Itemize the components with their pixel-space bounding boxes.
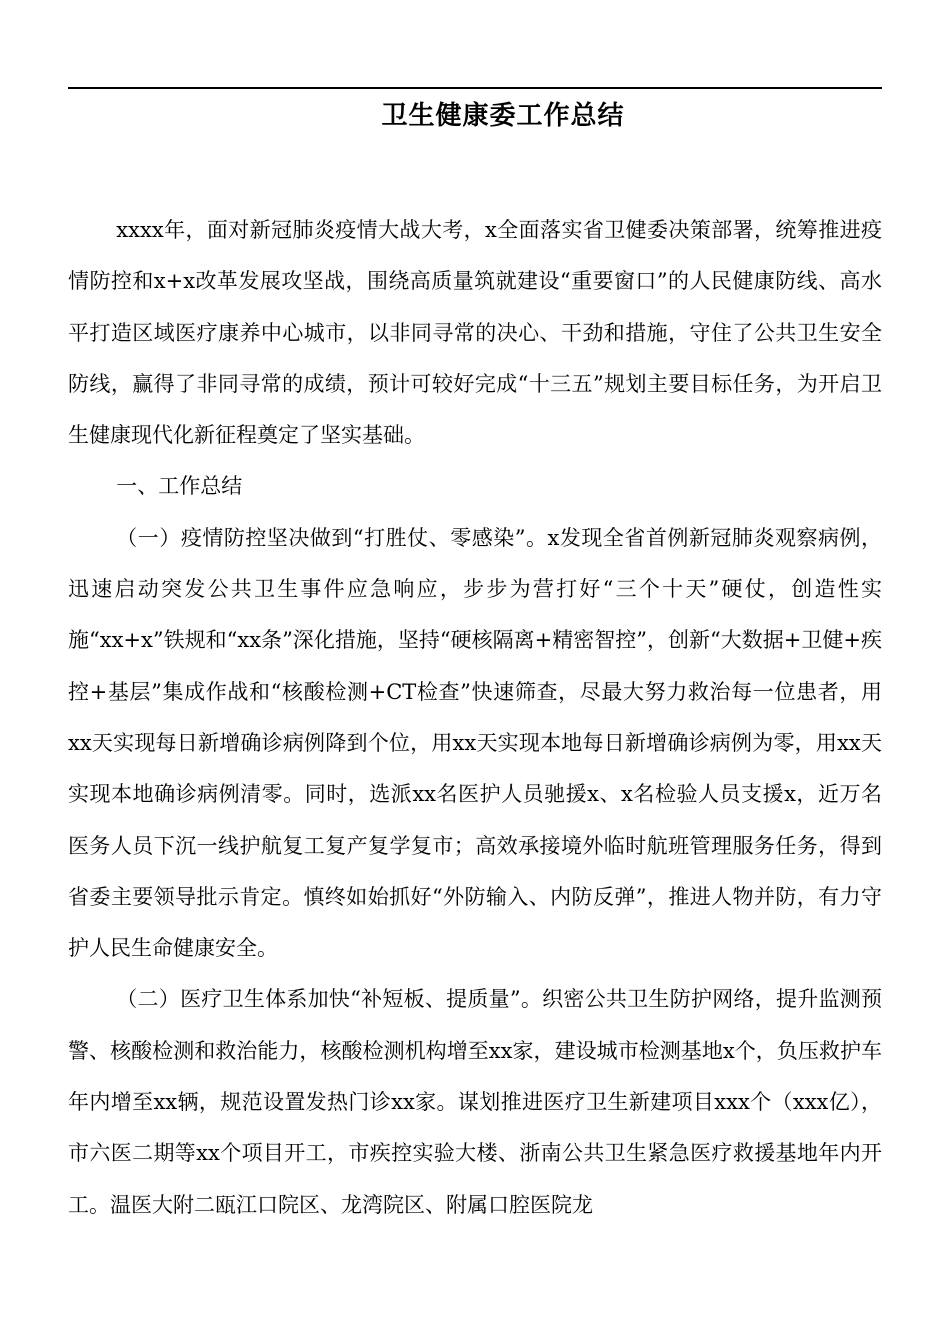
- document-title: 卫生健康委工作总结: [381, 101, 625, 131]
- paragraph-epidemic-control: （一）疫情防控坚决做到“打胜仗、零感染”。x发现全省首例新冠肺炎观察病例，迅速启动突发公共卫生事件应急响应，步步为营打好“三个十天”硬仗，创造性实施“xx+x”铁规和“xx条”深化措施，坚持“硬核隔离+精密智控”，创新“大数据+卫健+疾控+基层”集成作战和“核酸检测+CT检查”快速筛查，尽最大努力救治每一位患者，用xx天实现每日新增确诊病例降到个位，用xx天实现本地每日新增确诊病例为零，用xx天实现本地确诊病例清零。同时，选派xx名医护人员驰援x、x名检验人员支援x，近万名医务人员下沉一线护航复工复产复学复市；高效承接境外临时航班管理服务任务，得到省委主要领导批示肯定。慎终如始抓好“外防输入、内防反弹”，推进人物并防，有力守护人民生命健康安全。: [68, 525, 882, 961]
- section-heading: 一、工作总结: [116, 474, 243, 499]
- paragraph-medical-system: （二）医疗卫生体系加快“补短板、提质量”。织密公共卫生防护网络，提升监测预警、核酸检测和救治能力，核酸检测机构增至xx家，建设城市检测基地x个，负压救护车年内增至xx辆，规范设置发热门诊xx家。谋划推进医疗卫生新建项目xxx个（xxx亿），市六医二期等xx个项目开工，市疾控实验大楼、浙南公共卫生紧急医疗救援基地年内开工。温医大附二瓯江口院区、龙湾院区、附属口腔医院龙: [68, 987, 882, 1217]
- paragraph-intro: xxxx年，面对新冠肺炎疫情大战大考，x全面落实省卫健委决策部署，统筹推进疫情防控和x+x改革发展攻坚战，围绕高质量筑就建设“重要窗口”的人民健康防线、高水平打造区域医疗康养中心城市，以非同寻常的决心、干劲和措施，守住了公共卫生安全防线，赢得了非同寻常的成绩，预计可较好完成“十三五”规划主要目标任务，为开启卫生健康现代化新征程奠定了坚实基础。: [68, 218, 882, 448]
- header-rule: [68, 87, 882, 89]
- document-body: [68, 205, 882, 1231]
